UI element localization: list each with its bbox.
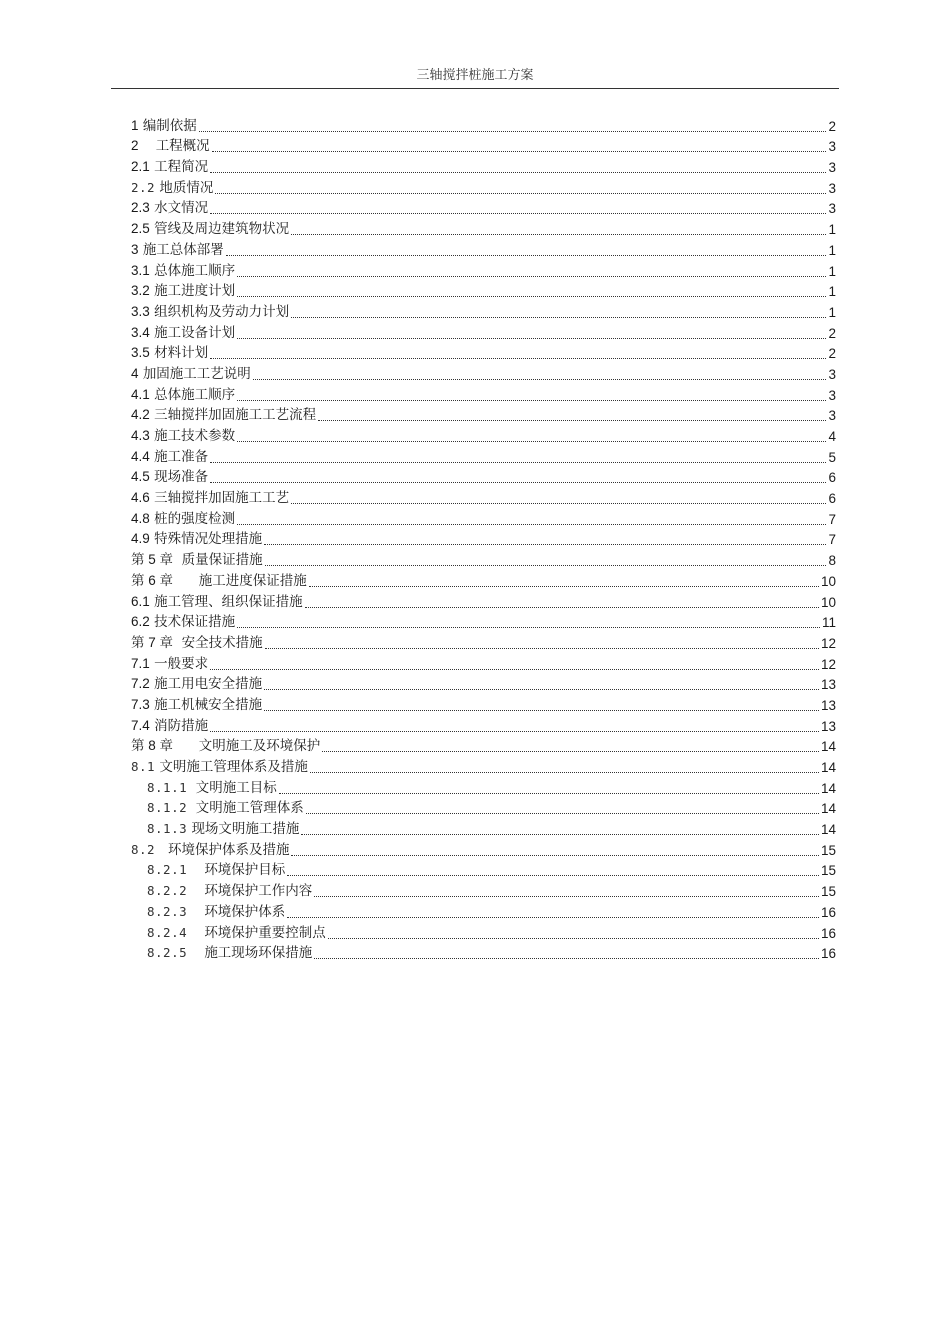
toc-entry-title bbox=[131, 136, 210, 156]
toc-entry[interactable] bbox=[131, 239, 836, 260]
toc-page-number: 3 bbox=[828, 160, 836, 176]
toc-entry-spacer bbox=[187, 882, 204, 901]
toc-entry[interactable] bbox=[131, 860, 836, 881]
toc-entry-number: 8.2 bbox=[131, 841, 156, 857]
toc-entry-number: 3.5 bbox=[131, 345, 150, 361]
toc-entry-text: 施工进度计划 bbox=[154, 283, 236, 300]
toc-dot-leader bbox=[253, 379, 827, 380]
toc-entry[interactable] bbox=[131, 529, 836, 550]
toc-entry-spacer bbox=[187, 924, 204, 943]
toc-dot-leader bbox=[210, 462, 826, 463]
toc-page-number: 10 bbox=[820, 594, 836, 610]
toc-page-number: 13 bbox=[820, 677, 836, 693]
toc-entry-text: 环境保护目标 bbox=[204, 862, 286, 879]
toc-page-number: 8 bbox=[828, 553, 836, 569]
toc-dot-leader bbox=[287, 917, 819, 918]
toc-entry-text: 文明施工管理体系 bbox=[195, 800, 304, 817]
toc-entry-number: 4.4 bbox=[131, 448, 150, 464]
toc-entry[interactable] bbox=[131, 570, 836, 591]
toc-entry-number: 4.6 bbox=[131, 490, 150, 506]
toc-entry-spacer bbox=[187, 861, 204, 880]
toc-dot-leader bbox=[237, 296, 826, 297]
toc-entry-title bbox=[131, 281, 235, 301]
toc-entry-number: 8.2.1 bbox=[147, 862, 188, 878]
toc-dot-leader bbox=[226, 255, 827, 256]
toc-entry-number: 4 bbox=[131, 365, 139, 381]
toc-entry-number: 8.2.2 bbox=[147, 883, 188, 899]
toc-dot-leader bbox=[291, 234, 826, 235]
toc-entry-title bbox=[131, 488, 289, 508]
toc-entry[interactable] bbox=[131, 901, 836, 922]
toc-entry-title bbox=[131, 240, 224, 260]
toc-entry[interactable] bbox=[131, 612, 836, 633]
toc-entry-number: 3.2 bbox=[131, 283, 150, 299]
toc-entry-text: 材料计划 bbox=[154, 345, 209, 362]
toc-entry-text: 三轴搅拌加固施工工艺流程 bbox=[154, 407, 317, 424]
table-of-contents bbox=[131, 115, 836, 963]
toc-entry-text: 现场准备 bbox=[154, 469, 209, 486]
toc-dot-leader bbox=[301, 834, 819, 835]
toc-entry-spacer bbox=[173, 551, 182, 570]
toc-entry-text: 工程概况 bbox=[155, 138, 210, 155]
toc-page-number: 4 bbox=[828, 429, 836, 444]
toc-page-number: 3 bbox=[828, 201, 836, 217]
toc-entry-number: 3.4 bbox=[131, 324, 150, 340]
toc-entry-number: 8.1 bbox=[131, 759, 156, 774]
toc-page-number: 11 bbox=[821, 615, 836, 631]
toc-dot-leader bbox=[291, 855, 819, 856]
toc-dot-leader bbox=[310, 772, 819, 773]
toc-entry-title bbox=[131, 447, 208, 467]
toc-entry-title bbox=[131, 343, 208, 363]
toc-entry-text: 现场文明施工措施 bbox=[191, 821, 300, 838]
toc-entry-title bbox=[131, 509, 235, 529]
toc-entry-title bbox=[147, 943, 312, 963]
toc-entry-title bbox=[131, 550, 263, 570]
toc-dot-leader bbox=[210, 482, 826, 483]
toc-dot-leader bbox=[287, 875, 819, 876]
toc-entry-spacer bbox=[173, 634, 182, 653]
toc-entry[interactable] bbox=[131, 674, 836, 695]
toc-entry-text: 施工用电安全措施 bbox=[154, 676, 263, 693]
toc-entry-number: 3.3 bbox=[131, 303, 150, 319]
toc-entry-number: 4.9 bbox=[131, 531, 150, 547]
toc-entry[interactable] bbox=[131, 653, 836, 674]
toc-entry-text: 地质情况 bbox=[159, 179, 214, 196]
toc-entry[interactable] bbox=[131, 880, 836, 901]
toc-page-number: 3 bbox=[828, 180, 836, 196]
toc-dot-leader bbox=[210, 172, 826, 173]
toc-entry-title bbox=[131, 571, 307, 591]
toc-dot-leader bbox=[210, 731, 819, 732]
toc-dot-leader bbox=[322, 751, 819, 752]
toc-entry-number: 7.4 bbox=[131, 717, 150, 733]
toc-entry-number: 第 5 章 bbox=[131, 552, 174, 568]
toc-page-number: 3 bbox=[828, 139, 836, 155]
toc-entry-text: 桩的强度检测 bbox=[154, 510, 236, 527]
toc-entry[interactable] bbox=[131, 508, 836, 529]
toc-entry-text: 施工管理、组织保证措施 bbox=[154, 593, 303, 610]
toc-entry-title bbox=[131, 323, 235, 343]
toc-entry-number: 7.1 bbox=[131, 655, 150, 671]
toc-page-number: 1 bbox=[828, 222, 836, 238]
toc-entry-title bbox=[147, 819, 299, 839]
toc-entry[interactable] bbox=[131, 736, 836, 757]
toc-entry[interactable] bbox=[131, 425, 836, 446]
toc-entry[interactable] bbox=[131, 798, 836, 819]
toc-dot-leader bbox=[314, 958, 819, 959]
toc-entry-title bbox=[131, 654, 208, 674]
toc-page-number: 7 bbox=[828, 511, 836, 527]
toc-entry-text: 一般要求 bbox=[154, 655, 209, 672]
toc-entry-number: 4.8 bbox=[131, 510, 150, 526]
toc-entry-text: 施工现场环保措施 bbox=[204, 945, 313, 962]
toc-page-number: 3 bbox=[828, 366, 836, 382]
toc-page-number: 14 bbox=[820, 822, 836, 838]
toc-entry[interactable] bbox=[131, 281, 836, 302]
toc-entry-number: 2.1 bbox=[131, 159, 150, 175]
toc-entry-text: 技术保证措施 bbox=[154, 614, 236, 631]
toc-entry[interactable] bbox=[131, 943, 836, 964]
toc-entry-title bbox=[131, 612, 235, 632]
toc-entry-text: 施工总体部署 bbox=[142, 241, 224, 258]
toc-entry-number: 2.5 bbox=[131, 221, 150, 237]
toc-entry-text: 施工技术参数 bbox=[154, 428, 236, 444]
toc-entry-number: 4.2 bbox=[131, 407, 150, 423]
toc-page-number: 15 bbox=[820, 863, 836, 879]
toc-page-number: 10 bbox=[820, 573, 836, 589]
toc-entry-title bbox=[131, 261, 235, 281]
toc-entry[interactable] bbox=[131, 343, 836, 364]
toc-page-number: 14 bbox=[820, 760, 836, 775]
toc-entry-title bbox=[131, 302, 289, 322]
toc-entry-title bbox=[147, 778, 277, 798]
toc-entry-number: 6.1 bbox=[131, 593, 150, 609]
toc-entry-title bbox=[131, 467, 208, 487]
toc-entry[interactable] bbox=[131, 198, 836, 219]
toc-entry-text: 环境保护重要控制点 bbox=[204, 924, 326, 941]
toc-entry-text: 加固施工工艺说明 bbox=[142, 365, 251, 382]
toc-page-number: 1 bbox=[828, 242, 836, 258]
toc-page-number: 13 bbox=[820, 697, 836, 713]
toc-entry-spacer bbox=[173, 737, 199, 756]
toc-entry-spacer bbox=[187, 944, 204, 963]
toc-entry-title bbox=[147, 860, 285, 880]
toc-entry-text: 环境保护体系及措施 bbox=[167, 841, 290, 858]
toc-page-number: 2 bbox=[828, 346, 836, 362]
toc-entry[interactable] bbox=[131, 591, 836, 612]
toc-entry[interactable] bbox=[131, 487, 836, 508]
toc-entry-title bbox=[131, 405, 316, 425]
toc-dot-leader bbox=[309, 586, 819, 587]
toc-page-number: 1 bbox=[828, 304, 836, 320]
toc-entry[interactable] bbox=[131, 549, 836, 570]
toc-entry[interactable] bbox=[131, 363, 836, 384]
toc-entry[interactable] bbox=[131, 322, 836, 343]
toc-page-number: 15 bbox=[820, 842, 836, 858]
toc-entry-number: 第 6 章 bbox=[131, 572, 174, 588]
toc-entry-text: 安全技术措施 bbox=[181, 634, 263, 651]
toc-page-number: 16 bbox=[820, 946, 836, 962]
toc-dot-leader bbox=[279, 793, 819, 794]
toc-entry-number: 2.3 bbox=[131, 200, 150, 216]
toc-dot-leader bbox=[210, 358, 826, 359]
toc-entry-title bbox=[147, 881, 312, 901]
toc-entry[interactable] bbox=[131, 136, 836, 157]
toc-entry[interactable] bbox=[131, 467, 836, 488]
toc-page-number: 1 bbox=[828, 284, 836, 300]
toc-entry[interactable] bbox=[131, 177, 836, 198]
toc-entry-text: 总体施工顺序 bbox=[154, 386, 236, 403]
toc-entry-spacer bbox=[139, 137, 156, 156]
toc-entry-number: 1 bbox=[131, 117, 139, 133]
toc-entry-spacer bbox=[187, 903, 204, 922]
toc-page-number: 3 bbox=[828, 387, 836, 403]
toc-dot-leader bbox=[210, 669, 819, 670]
toc-entry-title bbox=[131, 116, 197, 136]
toc-dot-leader bbox=[237, 338, 826, 339]
toc-entry[interactable] bbox=[131, 632, 836, 653]
toc-entry-text: 消防措施 bbox=[154, 717, 209, 734]
toc-entry-text: 工程简况 bbox=[154, 159, 209, 176]
toc-entry-text: 总体施工顺序 bbox=[154, 262, 236, 279]
toc-entry[interactable] bbox=[131, 384, 836, 405]
toc-entry-number: 4.5 bbox=[131, 469, 150, 485]
toc-entry-number: 3.1 bbox=[131, 262, 150, 278]
toc-dot-leader bbox=[265, 565, 827, 566]
toc-page-number: 2 bbox=[828, 325, 836, 341]
toc-entry-text: 编制依据 bbox=[142, 117, 197, 134]
toc-page-number: 6 bbox=[828, 491, 836, 507]
toc-entry[interactable] bbox=[131, 301, 836, 322]
toc-dot-leader bbox=[265, 648, 819, 649]
toc-entry-text: 施工机械安全措施 bbox=[154, 696, 263, 713]
toc-page-number: 2 bbox=[828, 118, 836, 134]
toc-entry-title bbox=[131, 178, 213, 198]
toc-page-number: 14 bbox=[820, 739, 836, 755]
toc-page-number: 15 bbox=[820, 884, 836, 900]
toc-entry[interactable] bbox=[131, 405, 836, 426]
toc-entry-title bbox=[131, 716, 208, 736]
toc-dot-leader bbox=[237, 441, 826, 442]
toc-entry[interactable] bbox=[131, 715, 836, 736]
toc-dot-leader bbox=[291, 503, 826, 504]
toc-entry-title bbox=[131, 592, 303, 612]
toc-entry-title bbox=[131, 695, 262, 715]
toc-page-number: 14 bbox=[820, 801, 836, 817]
toc-entry[interactable] bbox=[131, 922, 836, 943]
toc-entry-title bbox=[147, 798, 304, 818]
toc-dot-leader bbox=[237, 400, 826, 401]
toc-dot-leader bbox=[212, 151, 827, 152]
toc-dot-leader bbox=[291, 317, 826, 318]
toc-entry-number: 4.1 bbox=[131, 386, 150, 402]
toc-entry-title bbox=[147, 923, 326, 943]
toc-entry-spacer bbox=[187, 799, 196, 818]
toc-entry-text: 文明施工及环境保护 bbox=[198, 738, 321, 755]
toc-dot-leader bbox=[237, 627, 820, 628]
toc-entry[interactable] bbox=[131, 839, 836, 860]
toc-page-number: 3 bbox=[828, 408, 836, 424]
toc-entry-number: 8.1.3 bbox=[147, 821, 188, 837]
header-title: 三轴搅拌桩施工方案 bbox=[416, 68, 534, 83]
toc-entry-number: 8.2.5 bbox=[147, 945, 188, 961]
toc-entry-text: 质量保证措施 bbox=[181, 552, 263, 569]
toc-entry-text: 特殊情况处理措施 bbox=[154, 531, 263, 548]
toc-entry-text: 环境保护工作内容 bbox=[204, 883, 313, 900]
toc-entry[interactable] bbox=[131, 818, 836, 839]
toc-page-number: 16 bbox=[820, 925, 836, 941]
toc-dot-leader bbox=[305, 607, 819, 608]
toc-entry-title bbox=[131, 157, 208, 177]
toc-page-number: 16 bbox=[820, 904, 836, 920]
toc-entry[interactable] bbox=[131, 756, 836, 777]
toc-entry-title bbox=[131, 736, 320, 756]
toc-entry-spacer bbox=[187, 779, 196, 798]
toc-entry-text: 文明施工管理体系及措施 bbox=[159, 759, 308, 775]
toc-page-number: 12 bbox=[820, 635, 836, 651]
toc-entry[interactable] bbox=[131, 694, 836, 715]
toc-page-number: 7 bbox=[828, 532, 836, 548]
toc-entry-title bbox=[131, 529, 262, 549]
toc-entry-spacer bbox=[173, 572, 199, 591]
toc-entry-number: 8.2.3 bbox=[147, 903, 188, 919]
toc-entry[interactable] bbox=[131, 218, 836, 239]
toc-dot-leader bbox=[264, 710, 819, 711]
toc-entry-title bbox=[131, 633, 263, 653]
toc-entry-spacer bbox=[155, 841, 168, 860]
toc-entry-number: 7.3 bbox=[131, 696, 150, 712]
toc-entry-text: 三轴搅拌加固施工工艺 bbox=[154, 490, 290, 507]
toc-entry-number: 7.2 bbox=[131, 676, 150, 692]
toc-entry-title bbox=[131, 385, 235, 405]
toc-entry[interactable] bbox=[131, 115, 836, 136]
toc-entry-title bbox=[147, 902, 285, 922]
toc-entry-number: 8.2.4 bbox=[147, 924, 188, 940]
toc-entry-text: 文明施工目标 bbox=[195, 779, 277, 796]
toc-entry-number: 8.1.1 bbox=[147, 779, 188, 795]
toc-entry-number: 3 bbox=[131, 241, 139, 257]
toc-entry[interactable] bbox=[131, 446, 836, 467]
toc-dot-leader bbox=[306, 813, 819, 814]
toc-entry-number: 2.2 bbox=[131, 179, 156, 195]
toc-entry-number: 4.3 bbox=[131, 428, 150, 443]
toc-entry-title bbox=[131, 219, 289, 239]
toc-entry[interactable] bbox=[131, 777, 836, 798]
toc-page-number: 1 bbox=[828, 263, 836, 279]
toc-entry-title bbox=[131, 757, 308, 777]
toc-dot-leader bbox=[237, 524, 826, 525]
toc-entry[interactable] bbox=[131, 260, 836, 281]
toc-dot-leader bbox=[264, 544, 826, 545]
page-header bbox=[111, 66, 839, 89]
toc-entry-text: 施工设备计划 bbox=[154, 324, 236, 341]
toc-dot-leader bbox=[210, 213, 826, 214]
toc-entry-text: 环境保护体系 bbox=[204, 903, 286, 920]
toc-entry-text: 施工准备 bbox=[154, 448, 209, 465]
toc-entry-number: 6.2 bbox=[131, 614, 150, 630]
toc-entry-title bbox=[131, 364, 251, 384]
toc-entry-text: 组织机构及劳动力计划 bbox=[154, 303, 290, 320]
toc-dot-leader bbox=[328, 938, 819, 939]
toc-dot-leader bbox=[314, 896, 819, 897]
toc-dot-leader bbox=[264, 689, 819, 690]
toc-page-number: 13 bbox=[820, 718, 836, 734]
toc-dot-leader bbox=[215, 193, 826, 194]
toc-entry-title bbox=[131, 840, 289, 860]
toc-entry-number: 第 8 章 bbox=[131, 738, 174, 754]
toc-page-number: 12 bbox=[820, 656, 836, 672]
toc-entry-title bbox=[131, 198, 208, 218]
toc-entry-text: 管线及周边建筑物状况 bbox=[154, 221, 290, 238]
toc-dot-leader bbox=[318, 420, 826, 421]
toc-entry-number: 8.1.2 bbox=[147, 800, 188, 816]
toc-entry-title bbox=[131, 674, 262, 694]
toc-page-number: 5 bbox=[828, 449, 836, 465]
toc-dot-leader bbox=[199, 131, 827, 132]
toc-entry[interactable] bbox=[131, 156, 836, 177]
toc-entry-number: 2 bbox=[131, 138, 139, 154]
toc-entry-title bbox=[131, 426, 235, 446]
toc-entry-number: 第 7 章 bbox=[131, 634, 174, 650]
toc-dot-leader bbox=[237, 276, 826, 277]
toc-page-number: 14 bbox=[820, 780, 836, 796]
toc-page-number: 6 bbox=[828, 470, 836, 486]
toc-entry-text: 施工进度保证措施 bbox=[198, 572, 307, 589]
toc-entry-text: 水文情况 bbox=[154, 200, 209, 217]
